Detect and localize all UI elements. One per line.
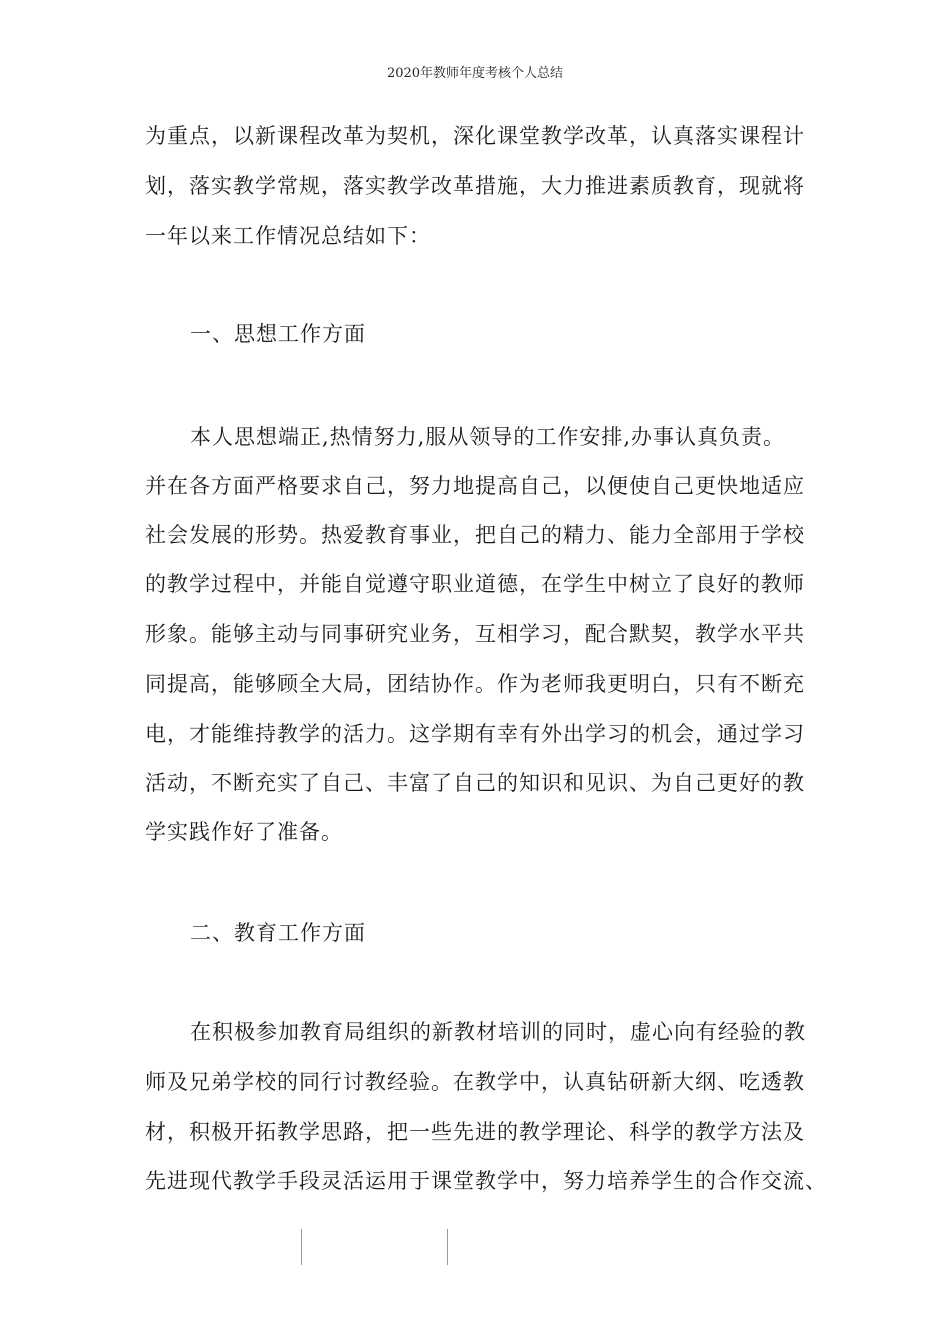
page-header-title: 2020年教师年度考核个人总结: [386, 66, 564, 81]
footer-divider: [447, 1229, 448, 1265]
paragraph-line: 同提高，能够顾全大局，团结协作。作为老师我更明白，只有不断充: [145, 672, 805, 696]
paragraph-line: 划，落实教学常规，落实教学改革措施，大力推进素质教育，现就将: [145, 174, 805, 198]
section-heading: 二、教育工作方面: [190, 921, 366, 945]
paragraph-line: 师及兄弟学校的同行讨教经验。在教学中，认真钻研新大纲、吃透教: [145, 1070, 805, 1094]
paragraph-line: 材，积极开拓教学思路，把一些先进的教学理论、科学的教学方法及: [145, 1120, 805, 1144]
paragraph-line: 一年以来工作情况总结如下：: [145, 224, 431, 248]
paragraph-line: 社会发展的形势。热爱教育事业，把自己的精力、能力全部用于学校: [145, 523, 805, 547]
paragraph-line: 为重点，以新课程改革为契机，深化课堂教学改革，认真落实课程计: [145, 124, 805, 148]
paragraph-line: 先进现代教学手段灵活运用于课堂教学中，努力培养学生的合作交流、: [145, 1169, 827, 1193]
paragraph-line: 学实践作好了准备。: [145, 820, 343, 844]
paragraph-line: 本人思想端正,热情努力,服从领导的工作安排,办事认真负责。: [190, 425, 786, 449]
footer-divider: [301, 1229, 302, 1265]
section-heading: 一、思想工作方面: [190, 322, 366, 346]
paragraph-line: 的教学过程中，并能自觉遵守职业道德，在学生中树立了良好的教师: [145, 572, 805, 596]
paragraph-line: 形象。能够主动与同事研究业务，互相学习，配合默契，教学水平共: [145, 622, 805, 646]
paragraph-line: 电，才能维持教学的活力。这学期有幸有外出学习的机会，通过学习: [145, 722, 805, 746]
paragraph-line: 活动，不断充实了自己、丰富了自己的知识和见识、为自己更好的教: [145, 771, 805, 795]
paragraph-line: 在积极参加教育局组织的新教材培训的同时，虚心向有经验的教: [190, 1020, 806, 1044]
paragraph-line: 并在各方面严格要求自己，努力地提高自己，以便使自己更快地适应: [145, 474, 805, 498]
